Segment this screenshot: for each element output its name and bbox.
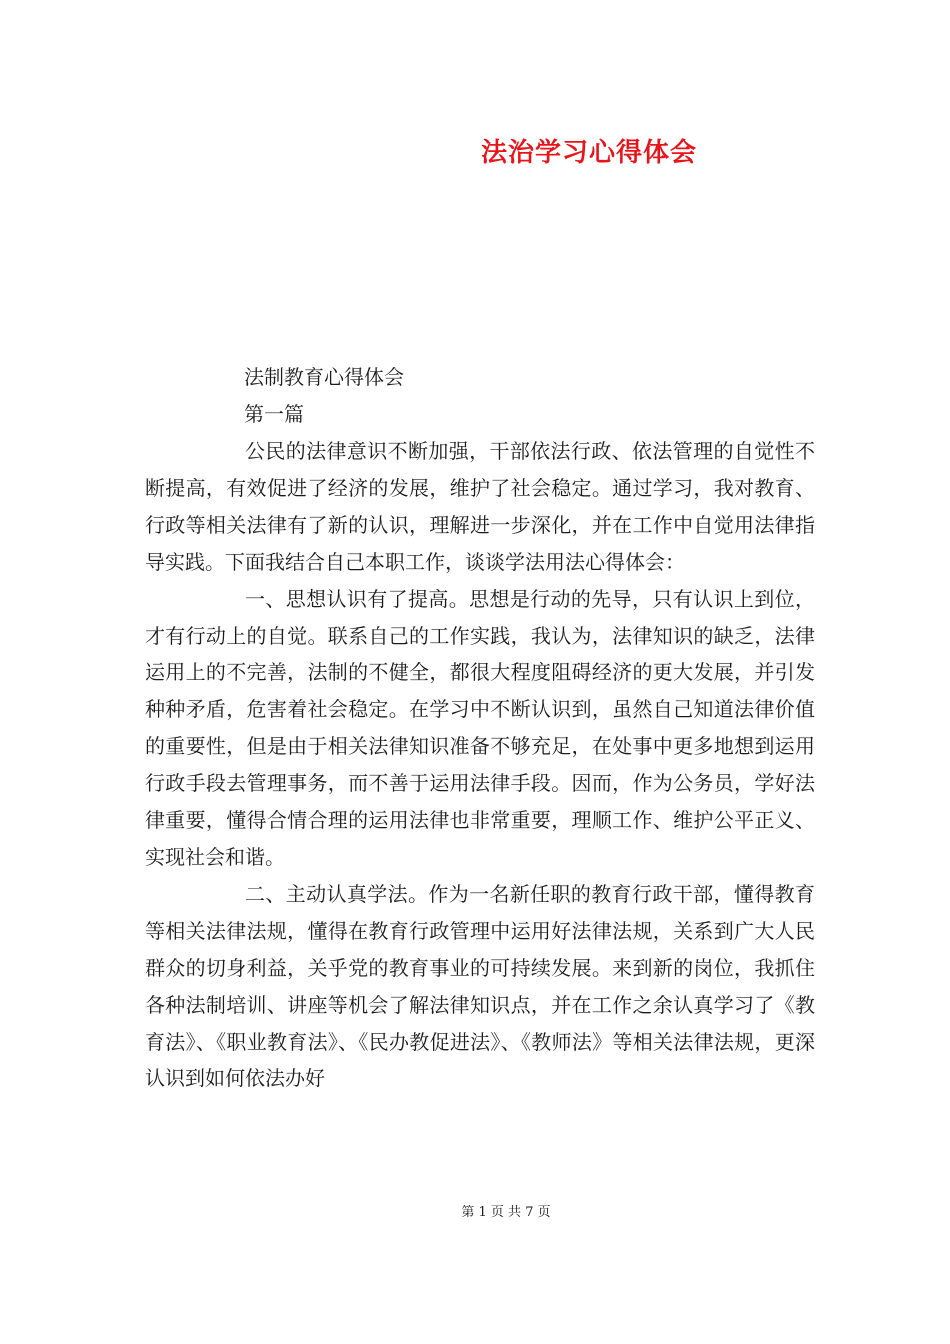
- paragraph-section-two: 二、主动认真学法。作为一名新任职的教育行政干部，懂得教育等相关法律法规，懂得在教育行政管理中运用好法律法规，关系到广大人民群众的切身利益，关乎党的教育事业的可持续发展。来到新的岗位，我抓住各种法制培训、讲座等机会了解法律知识点，并在工作之余认真学习了《教育法》、《职业教育法》、《民办教促进法》、《教师法》等相关法律法规，更深认识到如何依法办好: [145, 881, 815, 1091]
- page-footer: 第 1 页 共 7 页: [461, 1205, 551, 1220]
- document-title: 法治学习心得体会: [480, 138, 697, 168]
- paragraph-intro: 公民的法律意识不断加强，干部依法行政、依法管理的自觉性不断提高，有效促进了经济的发展，维护了社会稳定。通过学习，我对教育、行政等相关法律有了新的认识，理解进一步深化，并在工作中自觉用法律指导实践。下面我结合自己本职工作，谈谈学法用法心得体会：: [145, 439, 815, 574]
- part-label: 第一篇: [244, 402, 304, 426]
- paragraph-section-one: 一、思想认识有了提高。思想是行动的先导，只有认识上到位，才有行动上的自觉。联系自己的工作实践，我认为，法律知识的缺乏，法律运用上的不完善，法制的不健全，都很大程度阻碍经济的更大发展，并引发种种矛盾，危害着社会稳定。在学习中不断认识到，虽然自己知道法律价值的重要性，但是由于相关法律知识准备不够充足，在处事中更多地想到运用行政手段去管理事务，而不善于运用法律手段。因而，作为公务员，学好法律重要，懂得合情合理的运用法律也非常重要，理顺工作、维护公平正义、实现社会和谐。: [145, 586, 815, 869]
- article-body: [145, 433, 815, 1097]
- article-subtitle: 法制教育心得体会: [244, 365, 404, 389]
